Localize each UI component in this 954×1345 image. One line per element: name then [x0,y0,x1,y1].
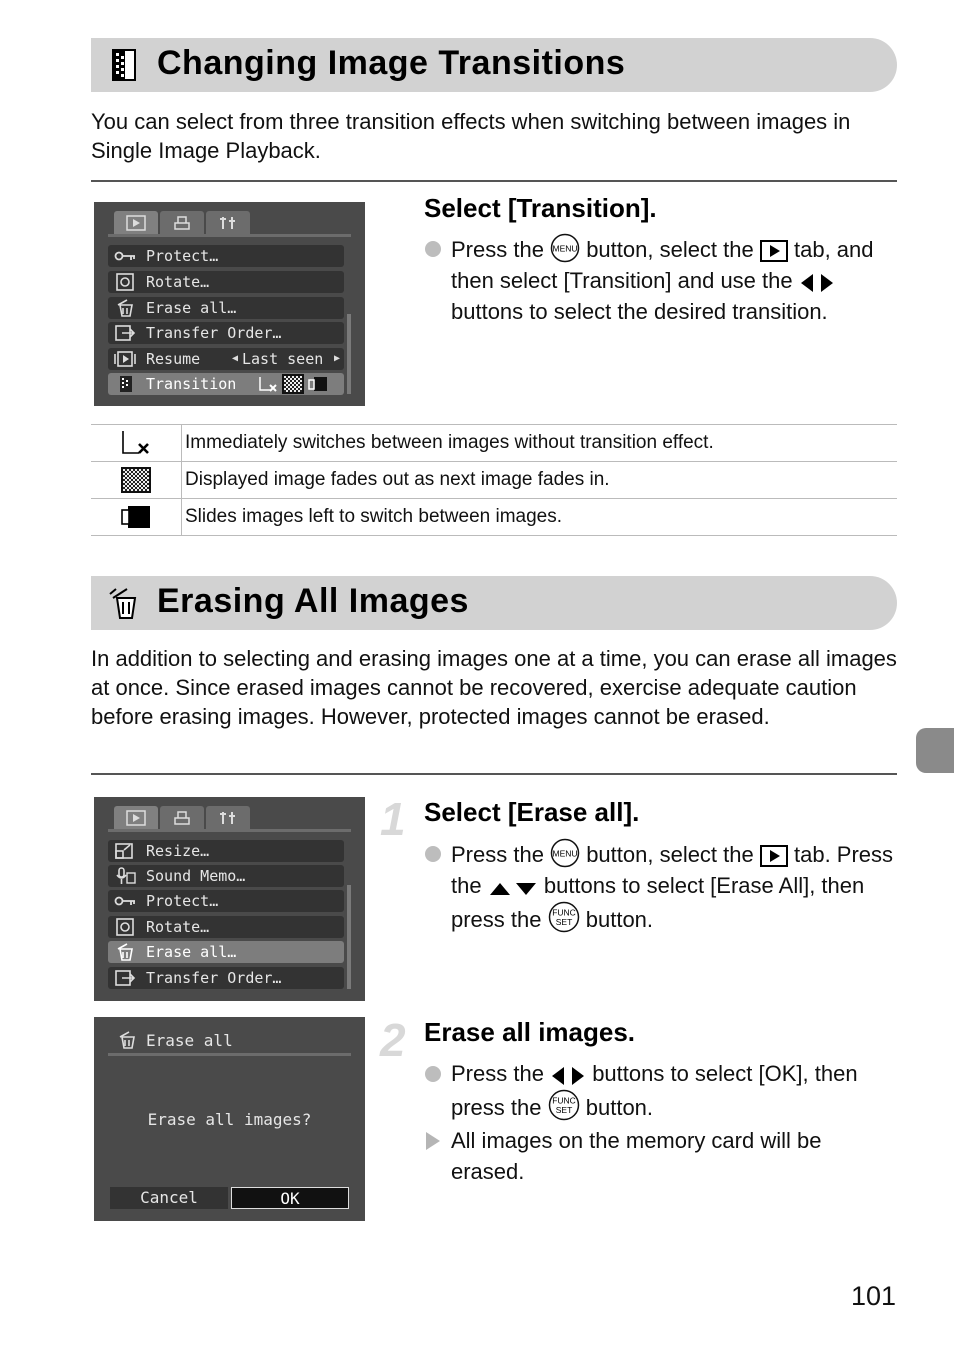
erase-icon [114,943,136,961]
menu-item-resize: Resize… [108,840,344,862]
section-title: Erasing All Images [157,582,469,620]
section-banner-erase-all [91,576,897,630]
resume-value: Last seen [242,350,324,368]
erase-icon [116,1031,138,1049]
step-instructions [424,1058,894,1187]
playback-tab-icon [760,844,788,868]
setup-icon [218,215,238,231]
setup-tab [206,211,250,235]
divider [91,773,897,775]
step-title-erase-all-images: Erase all images. [424,1017,636,1047]
transition-icon [107,48,141,82]
svg-text:SET: SET [555,1105,572,1115]
dialog-message: Erase all images? [147,1110,312,1129]
no-effect-icon [120,428,152,458]
rotate-icon [114,273,136,291]
setup-tab [206,806,250,830]
menu-item-transition: Transition [108,373,344,395]
table-row: Immediately switches between images without transition effect. [91,425,897,462]
step-title-select-erase-all: Select [Erase all]. [424,797,640,827]
camera-screen-erase-menu [94,797,365,1001]
fade-icon [282,374,304,394]
bullet-item: Press the buttons to select [OK], then press the FUNC SET button. [424,1058,894,1123]
svg-text:MENU: MENU [552,243,578,254]
step-title-select-transition: Select [Transition]. [424,193,657,223]
erase-icon [107,586,141,620]
up-down-buttons-icon [488,879,538,899]
fade-icon [121,467,151,493]
menu-item-erase-all: Erase all… [108,297,344,319]
print-icon [172,810,192,826]
bullet-dot-icon [425,846,441,862]
camera-screen-erase-dialog [94,1017,365,1221]
section-intro: You can select from three transition effects when switching between images in Single Image Playback. [91,109,851,163]
transition-icon [114,375,136,393]
screen-tabs [114,806,250,830]
step-instructions [424,838,894,935]
func-set-button-icon [548,901,580,933]
screen-tabs [114,211,250,235]
resume-icon [114,350,136,368]
erase-icon [114,299,136,317]
table-row: Slides images left to switch between images. [91,499,897,536]
menu-item-transfer-order: Transfer Order… [108,322,344,344]
section-banner-transitions [91,38,897,92]
bullet-item: Press the MENU button, select the tab. Press the buttons to select [Erase All], then press the FUNC SET button. [424,838,894,935]
result-item: All images on the memory card will be erased. [424,1125,894,1187]
play-icon [126,215,146,231]
divider [91,180,897,182]
key-icon [114,892,136,910]
menu-button-icon [550,838,580,868]
svg-text:FUNC: FUNC [551,907,576,918]
no-effect-icon [258,375,278,393]
dialog-ok-button: OK [231,1187,349,1209]
setup-icon [218,810,238,826]
menu-item-erase-all: Erase all… [108,941,344,963]
bullet-dot-icon [425,1066,441,1082]
playback-tab-icon [760,239,788,263]
mic-icon [114,867,136,885]
step-instructions [424,233,894,327]
menu-item-resume: Resume ◀ Last seen ▶ [108,348,344,370]
screen-scrollbar [347,885,351,989]
slide-icon [308,375,328,393]
dialog-cancel-button: Cancel [110,1187,228,1209]
menu-button-icon [550,233,580,263]
page-number: 101 [851,1281,897,1311]
key-icon [114,247,136,265]
section-intro: In addition to selecting and erasing images one at a time, you can erase all images at once. Since erased images cannot be recovered, exercise adequate caution before erasing images. However, protected images cannot be erased. [91,646,897,729]
transfer-icon [114,969,136,987]
print-tab [160,806,204,830]
bullet-item: Press the MENU button, select the tab, and then select [Transition] and use the buttons to select the desired transition. [424,233,894,327]
print-icon [172,215,192,231]
menu-item-protect: Protect… [108,245,344,267]
result-arrow-icon [426,1132,440,1150]
func-set-button-icon [548,1089,580,1121]
playback-tab [114,806,158,830]
dialog-title: Erase all [146,1031,233,1050]
left-right-buttons-icon [550,1065,586,1087]
camera-screen-transition-menu [94,202,365,406]
section-title: Changing Image Transitions [157,44,626,82]
transfer-icon [114,324,136,342]
table-row: Displayed image fades out as next image fades in. [91,462,897,499]
resize-icon [114,842,136,860]
rotate-icon [114,918,136,936]
screen-scrollbar [347,314,351,394]
menu-item-sound-memo: Sound Memo… [108,865,344,887]
menu-item-protect: Protect… [108,890,344,912]
print-tab [160,211,204,235]
menu-item-rotate: Rotate… [108,271,344,293]
step-number: 1 [380,793,406,845]
menu-item-transfer-order: Transfer Order… [108,967,344,989]
menu-item-rotate: Rotate… [108,916,344,938]
svg-text:SET: SET [555,917,572,927]
bullet-dot-icon [425,241,441,257]
slide-icon [120,504,152,530]
play-icon [126,810,146,826]
chapter-tab [916,728,954,773]
left-right-buttons-icon [799,272,835,294]
step-number: 2 [380,1014,406,1066]
svg-text:MENU: MENU [552,848,578,859]
svg-text:FUNC: FUNC [551,1095,576,1106]
playback-tab [114,211,158,235]
